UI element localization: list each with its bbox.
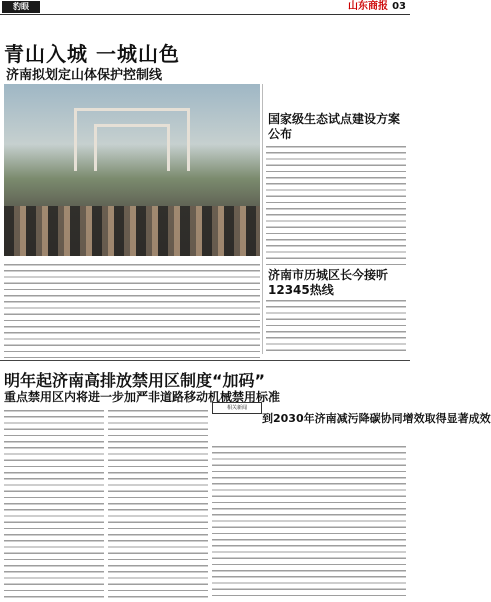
page-number: 03: [392, 1, 406, 12]
side-story-2-body: [266, 300, 406, 356]
side-story-1-body: [266, 146, 406, 266]
side-story-1-headline: 国家级生态试点建设方案公布: [268, 112, 401, 141]
related-news-tag: 相关新闻: [212, 402, 262, 414]
story-3-body: [212, 446, 406, 598]
story-3-headline: 到2030年济南减污降碳协同增效取得显著成效: [262, 412, 491, 425]
section-logo: 豹眼: [2, 1, 40, 13]
story-2-body-col-1: [4, 410, 104, 598]
lead-body-text: [4, 264, 260, 358]
story-2-body-col-2: [108, 410, 208, 598]
newspaper-brand: 山东商报: [348, 1, 388, 12]
story-2-headline: 明年起济南高排放禁用区制度“加码”: [4, 371, 266, 390]
page-header: [0, 0, 410, 15]
photo-crowd-shape: [4, 206, 260, 256]
story-2-subheadline: 重点禁用区内将进一步加严非道路移动机械禁用标准: [4, 390, 281, 404]
side-story-2-headline: 济南市历城区长今接听12345热线: [268, 268, 389, 297]
lead-subheadline: 济南拟划定山体保护控制线: [6, 68, 163, 83]
lead-photo: [4, 84, 260, 256]
photo-gate-inner-shape: [94, 124, 170, 171]
column-divider: [262, 84, 263, 354]
lead-headline: 青山入城 一城山色: [4, 42, 180, 66]
section-rule: [0, 360, 410, 361]
